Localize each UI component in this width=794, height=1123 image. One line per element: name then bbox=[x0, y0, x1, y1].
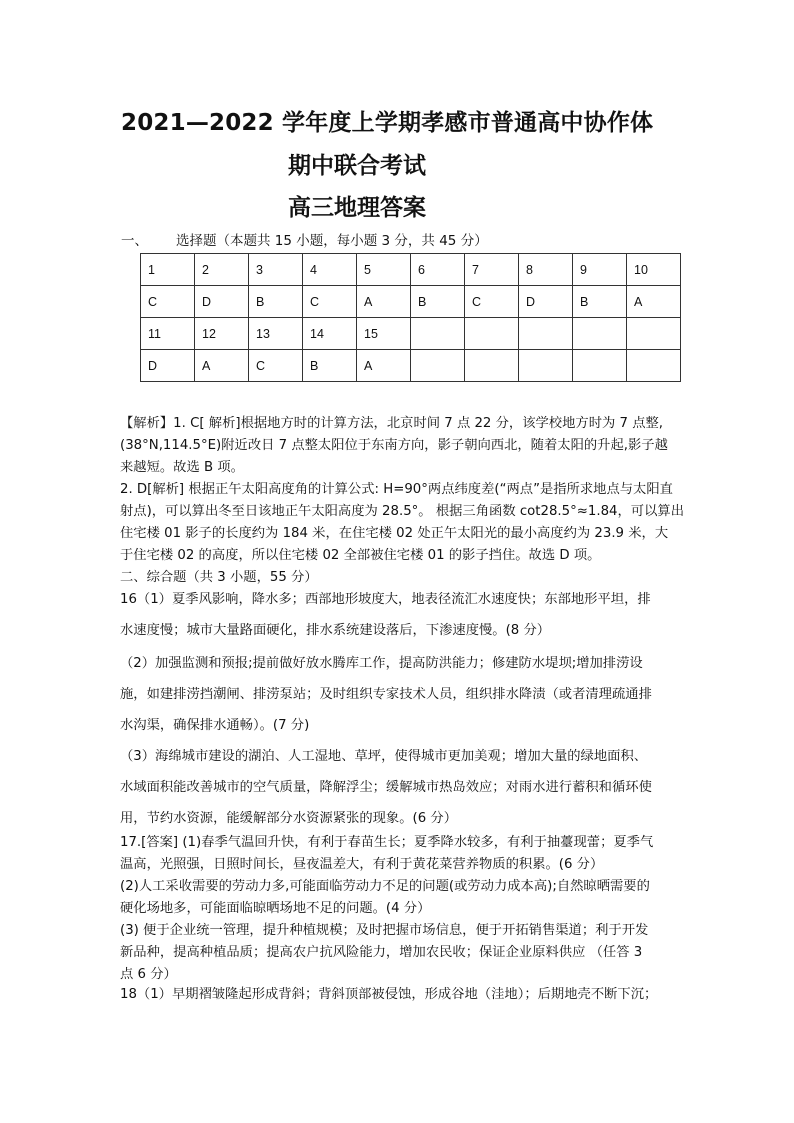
section-1-number: 一、 bbox=[121, 233, 148, 249]
table-cell: B bbox=[303, 350, 357, 382]
table-cell: C bbox=[465, 286, 519, 318]
answer-table bbox=[140, 253, 681, 382]
text-line: (38°N,114.5°E)附近改日 7 点整太阳位于东南方向，影子朝向西北，随着太阳的升起,影子越 bbox=[120, 438, 668, 453]
table-row-numbers bbox=[141, 254, 681, 286]
text-line: （2）加强监测和预报;提前做好放水腾库工作，提高防洪能力；修建防水堤坝;增加排涝设 bbox=[120, 656, 643, 671]
table-cell bbox=[627, 350, 681, 382]
table-cell: 2 bbox=[195, 254, 249, 286]
q16-part2 bbox=[120, 648, 680, 741]
table-cell: D bbox=[141, 350, 195, 382]
table-cell: C bbox=[303, 286, 357, 318]
text-line: 于住宅楼 02 的高度，所以住宅楼 02 全部被住宅楼 01 的影子挡住。故选 D 项。 bbox=[120, 548, 601, 563]
text-line: 来越短。故选 B 项。 bbox=[120, 460, 244, 475]
table-cell: 7 bbox=[465, 254, 519, 286]
table-cell: 12 bbox=[195, 318, 249, 350]
text-line: 点 6 分） bbox=[120, 967, 177, 982]
text-line: （3）海绵城市建设的湖泊、人工湿地、草坪，使得城市更加美观；增加大量的绿地面积、 bbox=[120, 749, 648, 764]
title-line-2: 期中联合考试 bbox=[288, 153, 426, 179]
text-line: 温高，光照强，日照时间长，昼夜温差大，有利于黄花菜营养物质的积累。(6 分） bbox=[120, 857, 604, 872]
text-line: (2)人工采收需要的劳动力多,可能面临劳动力不足的问题(或劳动力成本高);自然晾晒需要的 bbox=[120, 879, 650, 894]
table-row-answers bbox=[141, 350, 681, 382]
table-row-answers bbox=[141, 286, 681, 318]
table-cell bbox=[411, 350, 465, 382]
page-title: 高三地理答案 bbox=[288, 195, 426, 221]
table-cell: 13 bbox=[249, 318, 303, 350]
table-cell: D bbox=[519, 286, 573, 318]
text-line: (3) 便于企业统一管理，提升种植规模；及时把握市场信息，便于开拓销售渠道；利于开发 bbox=[120, 923, 649, 938]
text-line: 水域面积能改善城市的空气质量，降解浮尘；缓解城市热岛效应；对雨水进行蓄积和循环使 bbox=[120, 780, 652, 795]
section-2-text: 二、综合题（共 3 小题，55 分） bbox=[120, 570, 318, 585]
table-cell: 4 bbox=[303, 254, 357, 286]
table-cell bbox=[465, 318, 519, 350]
text-line: 【解析】1. C[ 解析]根据地方时的计算方法，北京时间 7 点 22 分，该学校地方时为 7 点整, bbox=[120, 416, 664, 431]
table-cell bbox=[465, 350, 519, 382]
table-cell bbox=[519, 318, 573, 350]
text-line: 水沟渠，确保排水通畅）。(7 分) bbox=[120, 718, 310, 733]
analysis-q1 bbox=[120, 413, 680, 479]
text-line: 17.[答案] (1)春季气温回升快，有利于春苗生长；夏季降水较多，有利于抽薹现蕾；夏季气 bbox=[120, 835, 654, 850]
table-cell: 3 bbox=[249, 254, 303, 286]
table-cell: B bbox=[249, 286, 303, 318]
text-line: 16（1）夏季风影响，降水多；西部地形坡度大，地表径流汇水速度快；东部地形平坦，排 bbox=[120, 592, 651, 607]
table-cell: 11 bbox=[141, 318, 195, 350]
table-cell: A bbox=[357, 286, 411, 318]
table-cell: B bbox=[411, 286, 465, 318]
table-cell: A bbox=[627, 286, 681, 318]
table-cell bbox=[573, 318, 627, 350]
table-cell bbox=[627, 318, 681, 350]
table-row-numbers bbox=[141, 318, 681, 350]
text-line: 2. D[解析] 根据正午太阳高度角的计算公式: H=90°两点纬度差(“两点”是指所求地点与太阳直 bbox=[120, 482, 673, 497]
table-cell: 8 bbox=[519, 254, 573, 286]
table-cell: 14 bbox=[303, 318, 357, 350]
table-cell bbox=[573, 350, 627, 382]
table-cell: C bbox=[141, 286, 195, 318]
text-line: 水速度慢；城市大量路面硬化，排水系统建设落后，下渗速度慢。(8 分） bbox=[120, 623, 551, 638]
q16-part1 bbox=[120, 584, 680, 646]
text-line: 硬化场地多，可能面临晾晒场地不足的问题。(4 分） bbox=[120, 901, 431, 916]
table-cell: 15 bbox=[357, 318, 411, 350]
q16-part3 bbox=[120, 741, 680, 834]
table-cell: A bbox=[195, 350, 249, 382]
table-cell: 1 bbox=[141, 254, 195, 286]
table-cell: 6 bbox=[411, 254, 465, 286]
text-line: 用，节约水资源，能缓解部分水资源紧张的现象。(6 分） bbox=[120, 811, 457, 826]
table-cell bbox=[411, 318, 465, 350]
table-cell: A bbox=[357, 350, 411, 382]
table-cell: 10 bbox=[627, 254, 681, 286]
table-cell: 5 bbox=[357, 254, 411, 286]
title-line-1: 2021—2022 学年度上学期孝感市普通高中协作体 bbox=[121, 110, 654, 136]
q17-answer bbox=[120, 832, 680, 986]
table-cell bbox=[519, 350, 573, 382]
table-cell: B bbox=[573, 286, 627, 318]
text-line: 施，如建排涝挡潮闸、排涝泵站；及时组织专家技术人员，组织排水降渍（或者清理疏通排 bbox=[120, 687, 652, 702]
q18-line: 18（1）早期褶皱隆起形成背斜；背斜顶部被侵蚀，形成谷地（洼地）；后期地壳不断下沉； bbox=[120, 987, 658, 1002]
table-cell: D bbox=[195, 286, 249, 318]
text-line: 射点)，可以算出冬至日该地正午太阳高度为 28.5°。 根据三角函数 cot28.5°≈1.84，可以算出 bbox=[120, 504, 684, 519]
q18-answer bbox=[120, 984, 680, 1006]
section-1-heading: 选择题（本题共 15 小题，每小题 3 分，共 45 分） bbox=[176, 233, 488, 249]
table-cell: 9 bbox=[573, 254, 627, 286]
text-line: 住宅楼 01 影子的长度约为 184 米，在住宅楼 02 处正午太阳光的最小高度约为 23.9 米，大 bbox=[120, 526, 669, 541]
text-line: 新品种，提高种植品质；提高农户抗风险能力，增加农民收；保证企业原料供应 （任答 3 bbox=[120, 945, 643, 960]
analysis-q2 bbox=[120, 479, 684, 567]
table-cell: C bbox=[249, 350, 303, 382]
